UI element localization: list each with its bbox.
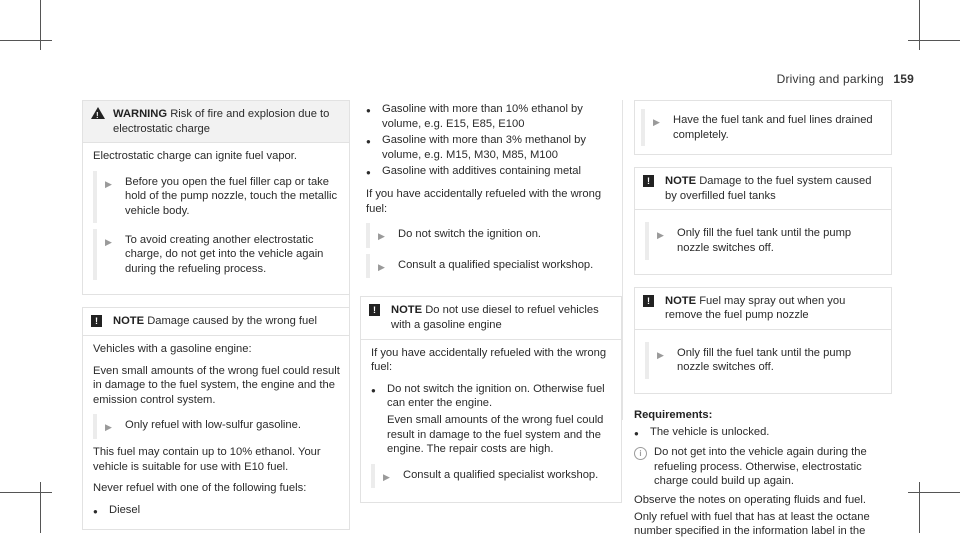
arrow-right-icon: ▶	[105, 178, 112, 189]
body-text: If you have accidentally refueled with the wrong fuel:	[366, 187, 602, 215]
list-item	[371, 382, 613, 411]
warning-text: Electrostatic charge can ignite fuel vapor.	[93, 150, 297, 163]
crop-mark	[908, 40, 960, 41]
note-text: Vehicles with a gasoline engine:	[93, 342, 252, 355]
page-header	[777, 72, 914, 86]
step-text: Only fill the fuel tank until the pump nozzle switches off.	[677, 227, 852, 254]
instruction-step	[93, 229, 341, 281]
warning-triangle-icon: !	[91, 107, 105, 119]
note-text: If you have accidentally refueled with the wrong fuel:	[371, 346, 607, 374]
note-header	[635, 288, 891, 329]
step-text: Have the fuel tank and fuel lines drained completely.	[673, 114, 873, 141]
exclamation-icon: !	[643, 295, 654, 307]
warning-body	[83, 142, 349, 294]
warning-header	[83, 101, 349, 142]
note-box	[634, 287, 892, 394]
crop-mark	[0, 40, 52, 41]
note-body	[361, 339, 621, 503]
crop-mark	[919, 0, 920, 50]
note-body	[635, 329, 891, 393]
list-item-text: Gasoline with more than 3% methanol by volume, e.g. M15, M30, M85, M100	[382, 134, 586, 161]
requirements-label: Requirements:	[634, 408, 713, 421]
column-3	[634, 100, 892, 546]
crop-mark	[0, 492, 52, 493]
crop-mark	[40, 482, 41, 533]
arrow-right-icon: ▶	[378, 231, 385, 242]
note-title: Damage to the fuel system caused by overfilled fuel tanks	[665, 175, 872, 202]
section-title: Driving and parking	[776, 72, 884, 86]
list-item-text: Gasoline with more than 10% ethanol by volume, e.g. E15, E85, E100	[382, 103, 583, 130]
note-title: Fuel may spray out when you remove the fuel pump nozzle	[665, 294, 846, 322]
body-text: Observe the notes on operating fluids and fuel.	[634, 493, 866, 506]
instruction-step	[93, 171, 341, 223]
instruction-step	[645, 342, 883, 379]
info-icon: i	[634, 447, 647, 460]
info-text: Do not get into the vehicle again during the refueling process. Otherwise, electrostatic charge could build up again.	[654, 446, 867, 488]
list-item	[366, 133, 622, 162]
crop-mark	[919, 482, 920, 533]
note-box	[82, 307, 350, 530]
step-text: Before you open the fuel filler cap or take hold of the pump nozzle, touch the metallic vehicle body.	[125, 175, 338, 217]
instruction-step	[371, 464, 613, 489]
column-2	[360, 100, 622, 503]
arrow-right-icon: ▶	[383, 471, 390, 482]
step-text: Do not switch the ignition on.	[398, 228, 542, 241]
info-note	[634, 445, 892, 489]
bullet-icon: ●	[366, 137, 371, 147]
arrow-right-icon: ▶	[105, 422, 112, 433]
list-item	[634, 425, 892, 442]
note-text: Never refuel with one of the following fuels:	[93, 482, 307, 495]
step-text: Only refuel with low-sulfur gasoline.	[125, 419, 301, 432]
bullet-icon: ●	[634, 428, 639, 438]
instruction-step	[366, 254, 622, 279]
bullet-icon: ●	[93, 506, 98, 516]
arrow-right-icon: ▶	[105, 236, 112, 247]
note-text: Even small amounts of the wrong fuel could result in damage to the fuel system, the engine and the emission control system.	[93, 364, 340, 406]
list-item-text: The vehicle is unlocked.	[650, 425, 770, 438]
arrow-right-icon: ▶	[657, 349, 664, 360]
note-text: Even small amounts of the wrong fuel could result in damage to the fuel system and the engine. The repair costs are high.	[387, 413, 604, 456]
step-text: Consult a qualified specialist workshop.	[398, 258, 594, 271]
step-box	[634, 100, 892, 155]
warning-box	[82, 100, 350, 295]
warning-title: Risk of fire and explosion due to electrostatic charge	[113, 108, 330, 135]
note-text: This fuel may contain up to 10% ethanol. Your vehicle is suitable for use with E10 fuel.	[93, 445, 321, 473]
exclamation-icon: !	[643, 175, 654, 187]
list-item-text: Diesel	[109, 503, 141, 516]
instruction-step	[645, 222, 883, 259]
arrow-right-icon: ▶	[653, 117, 660, 127]
note-label: NOTE	[391, 304, 423, 317]
bullet-icon: ●	[366, 106, 371, 115]
note-label: NOTE	[665, 175, 697, 188]
note-title: Do not use diesel to refuel vehicles with a gasoline engine	[391, 304, 599, 331]
instruction-step	[366, 223, 622, 248]
note-body	[635, 209, 891, 273]
column-1	[82, 100, 350, 530]
note-header	[83, 308, 349, 335]
note-box	[634, 167, 892, 274]
list-item-text: Gasoline with additives containing metal	[382, 165, 581, 178]
list-item	[366, 102, 622, 131]
list-item	[366, 164, 622, 181]
list-item-text: Do not switch the ignition on. Otherwise fuel can enter the engine.	[387, 382, 605, 410]
column-divider	[622, 100, 623, 420]
step-text: To avoid creating another electrostatic charge, do not get into the vehicle again during the refueling process.	[125, 233, 324, 275]
arrow-right-icon: ▶	[378, 261, 385, 272]
instruction-step	[93, 414, 341, 439]
crop-mark	[40, 0, 41, 50]
note-header	[635, 168, 891, 209]
exclamation-icon: !	[369, 304, 380, 316]
body-text: Only refuel with fuel that has at least the octane number specified in the information label in the	[634, 510, 870, 538]
note-header	[361, 297, 621, 338]
note-body	[83, 335, 349, 529]
list-item	[93, 503, 341, 520]
note-label: NOTE	[113, 315, 145, 328]
step-text: Only fill the fuel tank until the pump nozzle switches off.	[677, 346, 852, 374]
bullet-icon: ●	[371, 385, 376, 395]
note-title: Damage caused by the wrong fuel	[147, 315, 317, 328]
warning-label: WARNING	[113, 108, 168, 120]
arrow-right-icon: ▶	[657, 230, 664, 241]
note-label: NOTE	[665, 294, 697, 307]
step-text: Consult a qualified specialist workshop.	[403, 468, 599, 481]
note-box	[360, 296, 622, 503]
page-number: 159	[893, 72, 914, 86]
bullet-icon: ●	[366, 168, 371, 178]
instruction-step	[641, 109, 885, 146]
crop-mark	[908, 492, 960, 493]
exclamation-icon: !	[91, 315, 102, 327]
